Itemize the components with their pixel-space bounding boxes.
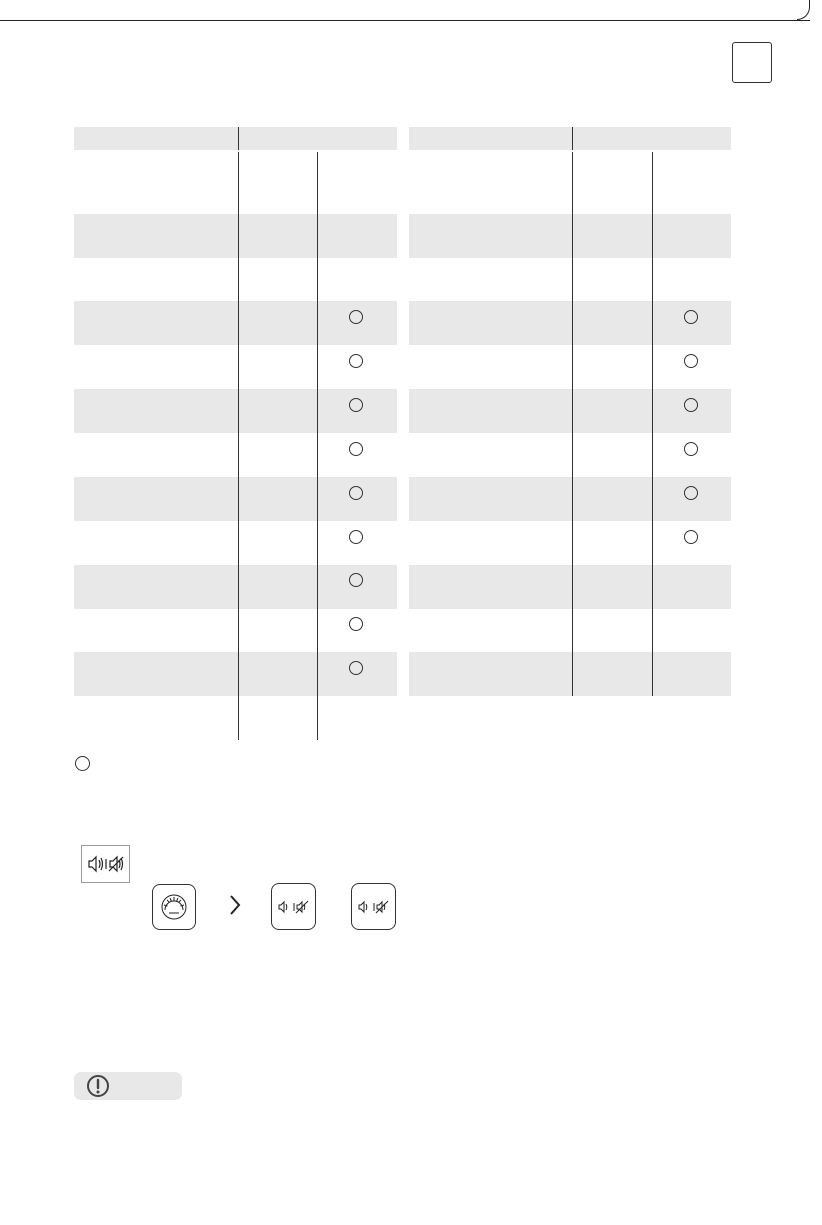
- trim-corner: [797, 0, 810, 20]
- circle-mark: [684, 354, 698, 368]
- table-row: [409, 565, 731, 609]
- circle-mark: [684, 530, 698, 544]
- notice-badge: [74, 1072, 182, 1100]
- table-right-header: [409, 127, 731, 150]
- circle-mark: [349, 617, 363, 631]
- table-row: [74, 652, 397, 696]
- circle-mark: [349, 442, 363, 456]
- table-left-column-divider: [238, 152, 239, 740]
- table-row: [409, 214, 731, 258]
- sound-on-off-icon: [357, 897, 391, 917]
- table-row: [74, 214, 397, 258]
- trim-line: [0, 20, 810, 21]
- table-row: [409, 652, 731, 696]
- table-row: [409, 477, 731, 521]
- circle-mark: [684, 398, 698, 412]
- warning-icon: [86, 1074, 110, 1098]
- table-row: [74, 565, 397, 609]
- sound-on-off-icon: [277, 897, 311, 917]
- circle-mark: [349, 398, 363, 412]
- sound-on-off-icon: [81, 845, 130, 883]
- table-row: [409, 301, 731, 345]
- table-left-header-divider: [238, 127, 239, 150]
- dial-icon: [159, 892, 189, 922]
- circle-mark: [349, 661, 363, 675]
- table-right-column-divider: [572, 152, 573, 696]
- table-row: [74, 477, 397, 521]
- circle-mark: [684, 310, 698, 324]
- circle-mark: [349, 354, 363, 368]
- circle-mark: [684, 486, 698, 500]
- legend-circle-icon: [75, 756, 90, 771]
- sound-on-off-button[interactable]: [271, 883, 316, 930]
- table-row: [74, 301, 397, 345]
- circle-mark: [684, 442, 698, 456]
- table-right-column-divider: [652, 152, 653, 696]
- chevron-right-icon: [228, 893, 242, 917]
- circle-mark: [349, 530, 363, 544]
- sound-on-off-button[interactable]: [351, 883, 396, 930]
- table-left-column-divider: [317, 152, 318, 740]
- circle-mark: [349, 486, 363, 500]
- page-tab: [732, 42, 772, 83]
- dial-button[interactable]: [152, 884, 196, 930]
- table-row: [74, 389, 397, 433]
- table-left-header: [74, 127, 397, 150]
- circle-mark: [349, 310, 363, 324]
- table-row: [409, 389, 731, 433]
- circle-mark: [349, 573, 363, 587]
- table-right-header-divider: [572, 127, 573, 150]
